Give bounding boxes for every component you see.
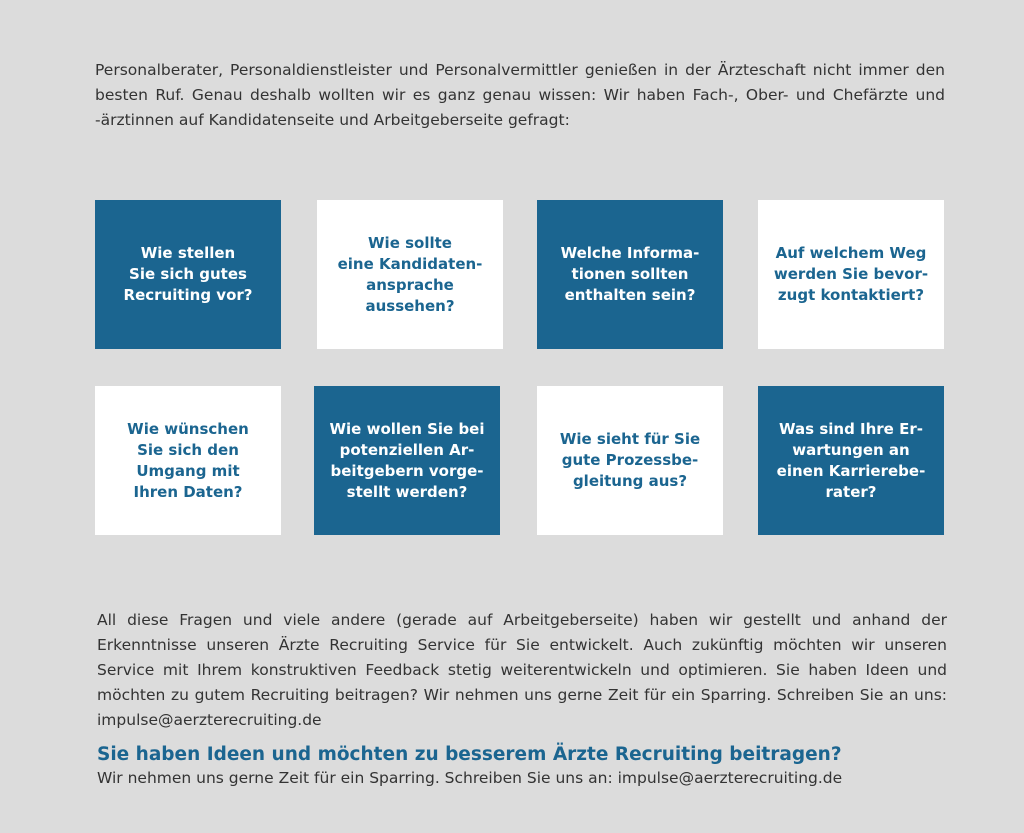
question-card-6 xyxy=(314,386,500,535)
cta-heading: Sie haben Ideen und möchten zu besserem Ärzte Recruiting beitragen? xyxy=(97,744,842,765)
question-card-text: Auf welchem Weg werden Sie bevor- zugt kontaktiert? xyxy=(773,244,929,304)
question-card-text: Wie wünschen Sie sich den Umgang mit Ihren Daten? xyxy=(127,419,249,501)
question-card-7 xyxy=(537,386,723,535)
question-card-text: Wie sieht für Sie gute Prozessbe- gleitung aus? xyxy=(559,430,701,490)
question-card-3 xyxy=(537,200,723,349)
question-card-text: Wie sollte eine Kandidaten- ansprache aussehen? xyxy=(337,233,483,315)
cta-text: Wir nehmen uns gerne Zeit für ein Sparring. Schreiben Sie uns an: impulse@aerzterecruiting.de xyxy=(97,769,843,787)
question-card-1 xyxy=(95,200,281,349)
question-card-2 xyxy=(317,200,503,349)
question-card-text: Was sind Ihre Er- wartungen an einen Karrierebe- rater? xyxy=(776,419,926,501)
intro-paragraph: Personalberater, Personaldienstleister und Personalvermittler genießen in der Ärzteschaft nicht immer den besten Ruf. Genau deshalb wollten wir es ganz genau wissen: Wir haben Fach-, Ober- und Chefärzte und -ärztinnen auf Kandidatenseite und Arbeitgeberseite gefragt: xyxy=(95,61,945,129)
outro-paragraph: All diese Fragen und viele andere (gerade auf Arbeitgeberseite) haben wir gestellt und anhand der Erkenntnisse unseren Ärzte Recruiting Service für Sie entwickelt. Auch zukünftig möchten wir unseren Service mit Ihrem konstruktiven Feedback stetig weiterentwickeln und optimieren. Sie haben Ideen und möchten zu gutem Recruiting beitragen? Wir nehmen uns gerne Zeit für ein Sparring. Schreiben Sie an uns: impulse@aerzterecruiting.de xyxy=(97,611,947,729)
question-card-5 xyxy=(95,386,281,535)
question-card-text: Wie stellen Sie sich gutes Recruiting vor? xyxy=(123,244,253,304)
question-card-text: Wie wollen Sie bei potenziellen Ar- beitgebern vorge- stellt werden? xyxy=(329,419,485,501)
question-card-text: Welche Informa- tionen sollten enthalten sein? xyxy=(560,244,700,304)
question-card-4 xyxy=(758,200,944,349)
question-card-8 xyxy=(758,386,944,535)
